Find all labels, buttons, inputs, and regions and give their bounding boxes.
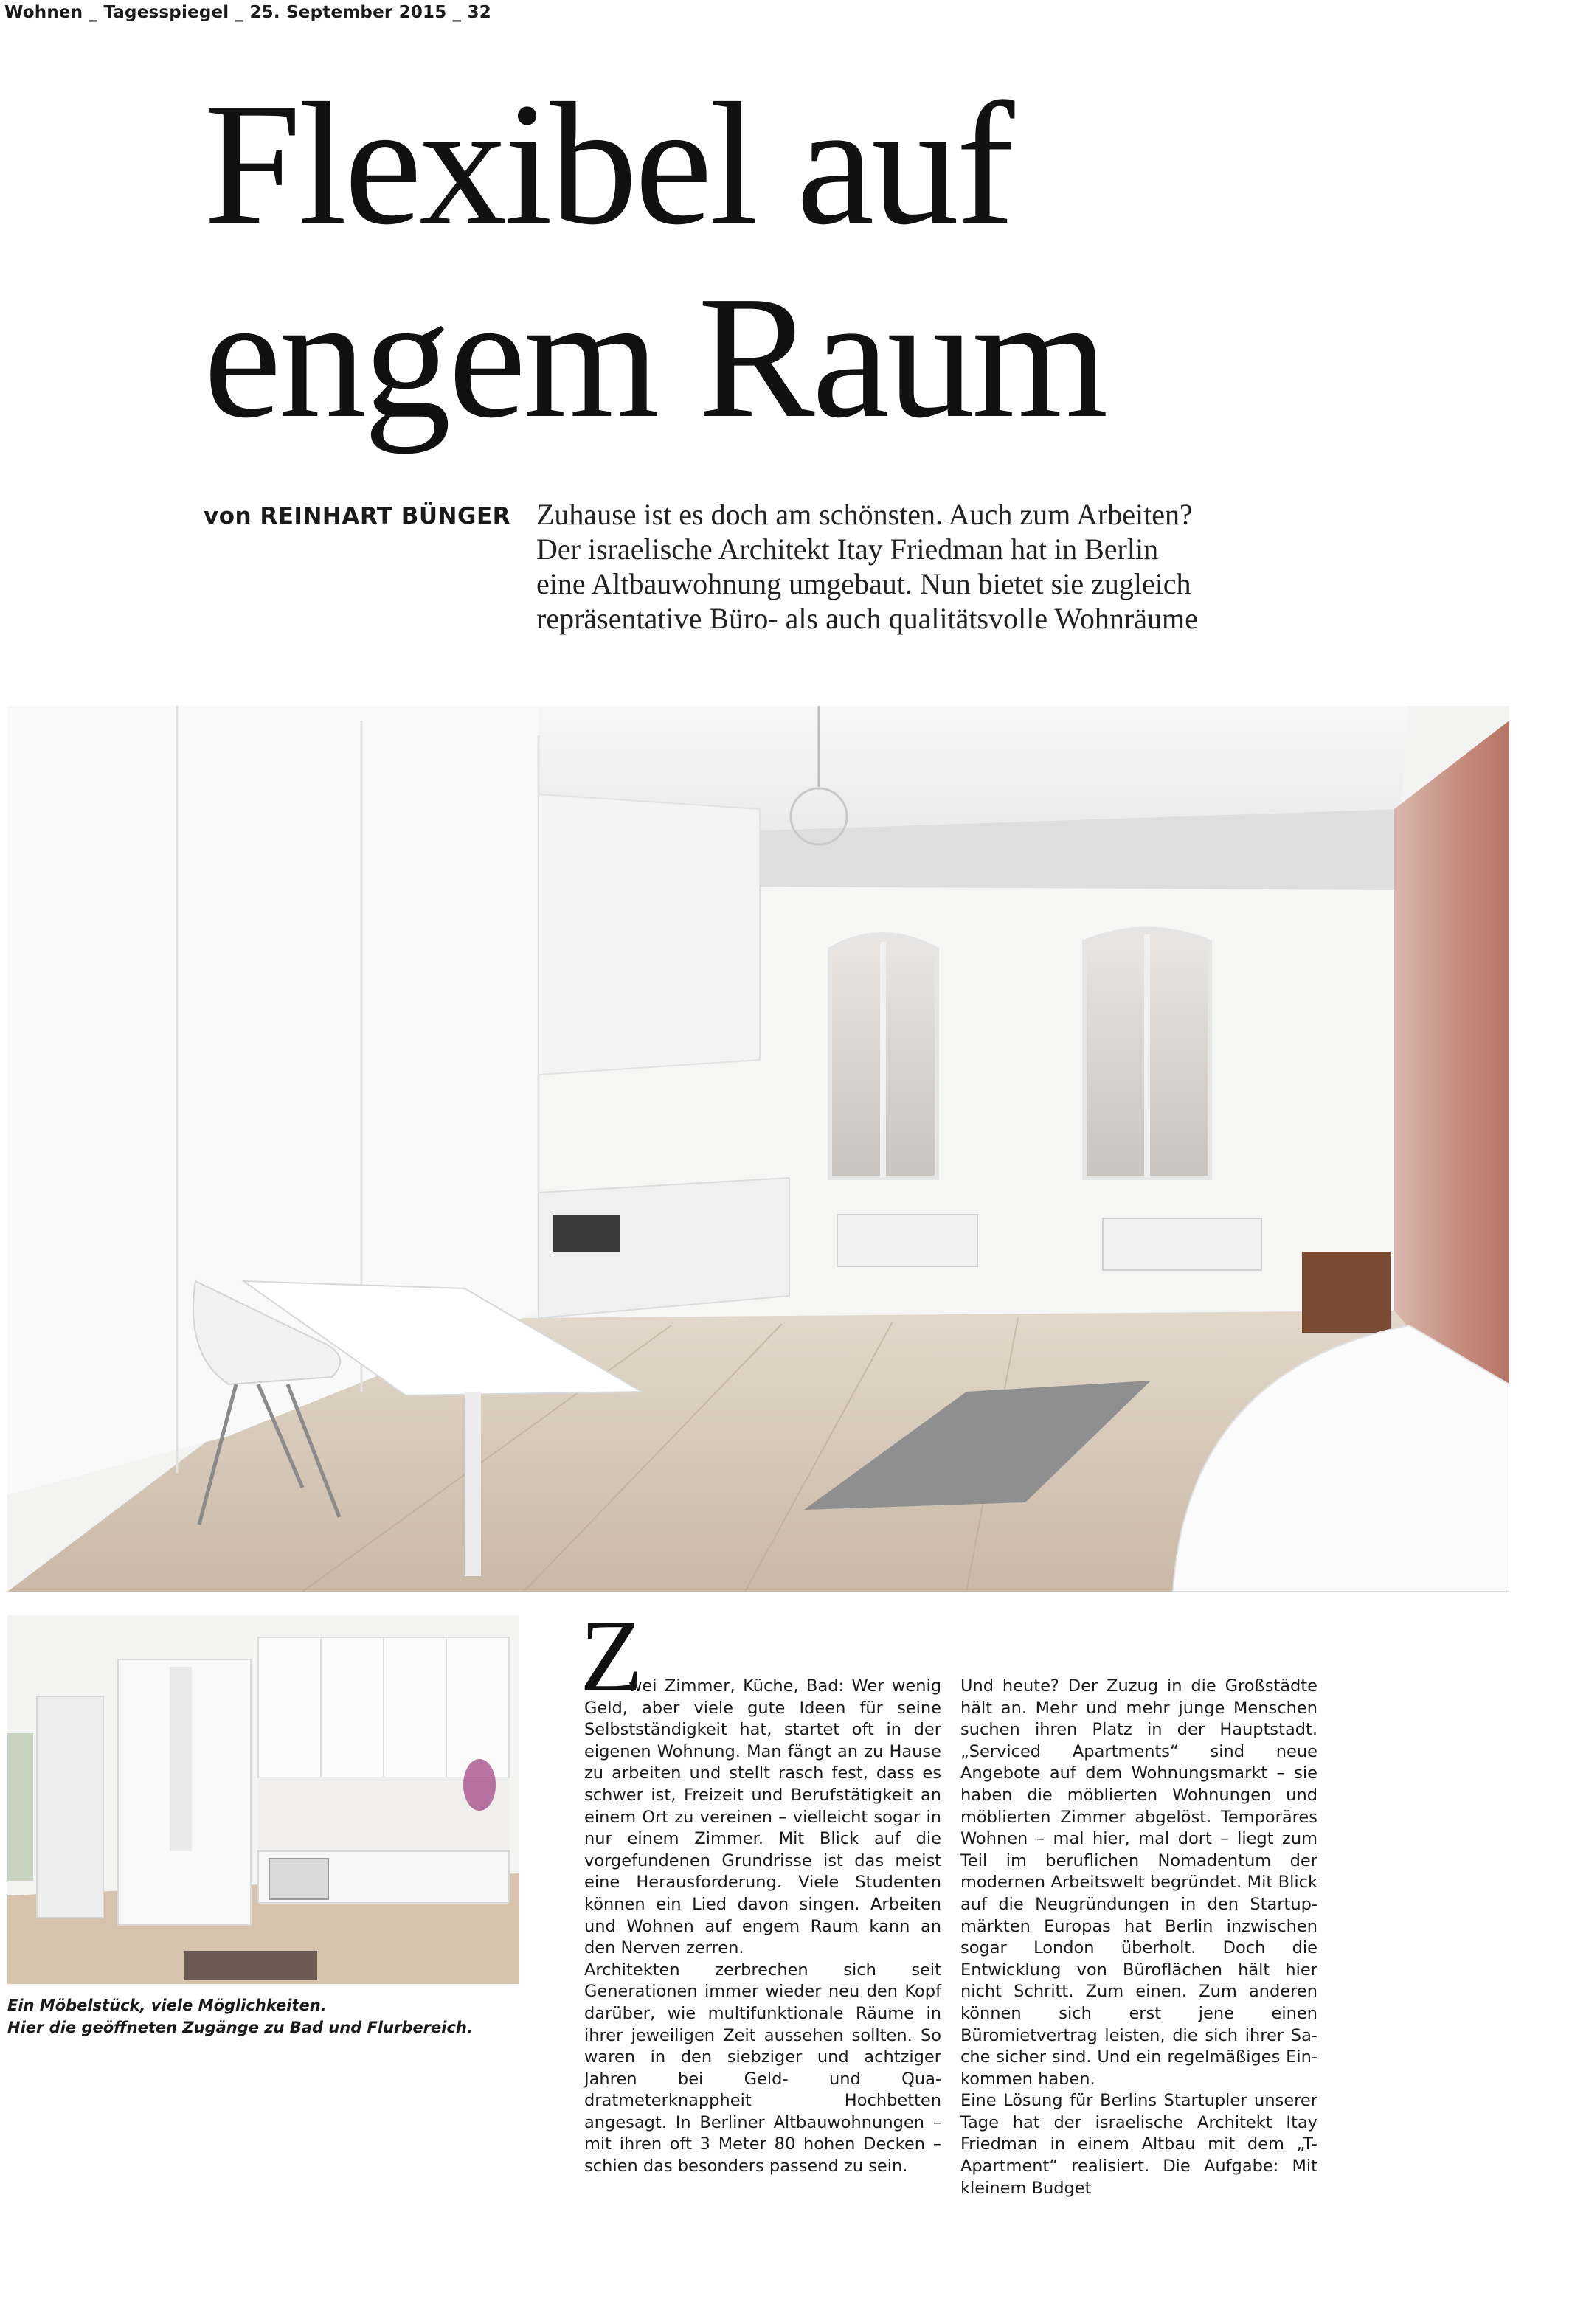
thumb-photo-kitchen <box>7 1615 519 1984</box>
byline <box>204 503 510 530</box>
article-column-2 <box>960 1676 1317 2199</box>
headline-line-2: engem Raum <box>204 260 1106 454</box>
paragraph-4: Eine Lösung für Berlins Startupler unserer Tage hat der israelische Architekt Itay Friedman in einem Altbau mit dem „T-Apartment“ realisiert. Die Aufgabe: Mit kleinem Budget <box>960 2091 1317 2198</box>
lead-line-1: Zuhause ist es doch am schönsten. Auch zum Arbeiten? <box>536 498 1193 531</box>
caption-line-1: Ein Möbelstück, viele Möglichkeiten. <box>7 1997 327 2014</box>
lead-line-4: repräsentative Büro- als auch qualitätsvolle Wohnräume <box>536 602 1198 635</box>
lead-line-3: eine Altbauwohnung umgebaut. Nun bietet sie zugleich <box>536 567 1191 600</box>
photo-caption <box>7 1994 524 2039</box>
article-column-1 <box>584 1676 941 2178</box>
paragraph-2: Architekten zerbrechen sich seit Generationen immer wieder neu den Kopf darüber, wie multifunktionale Räume in ihrer jeweiligen Zeit aussehen sollten. So waren in den siebziger und achtziger Jahren bei Geld- und Quadratmeterknappheit Hochbetten angesagt. In Berliner Altbauwohnungen – mit ihren oft 3 Meter 80 hohen Decken – schien das besonders passend zu sein. <box>584 1960 941 2176</box>
caption-line-2: Hier die geöffneten Zugänge zu Bad und Flurbereich. <box>7 2019 473 2036</box>
paragraph-1: wei Zimmer, Küche, Bad: Wer wenig Geld, aber viele gute Ideen für seine Selbstständigkeit hat, startet oft in der eigenen Wohnung. Man fängt an zu Hause zu arbeiten und stellt rasch fest, dass es schwer ist, Freizeit und Berufstätigkeit an einem Ort zu vereinen – vielleicht sogar in nur einem Zimmer. Mit Blick auf die vorgefundenen Grundrisse ist das meist eine Herausforderung. Viele Studenten können ein Lied davon singen. Arbeiten und Wohnen auf engem Raum kann an den Nerven zerren. <box>584 1676 941 1958</box>
headline <box>204 68 1458 454</box>
byline-prefix: von <box>204 503 252 530</box>
folio-line: Wohnen _ Tagesspiegel _ 25. September 2015 _ 32 <box>4 3 491 22</box>
lead-line-2: Der israelische Architekt Itay Friedman hat in Berlin <box>536 533 1159 566</box>
drop-cap: Z <box>580 1599 643 1713</box>
lead-paragraph <box>536 497 1274 636</box>
paragraph-3: Und heute? Der Zuzug in die Großstädte hält an. Mehr und mehr junge Menschen suchen ihren Platz in der Hauptstadt. „Serviced Apartments“ sind neue Angebote auf dem Wohnungsmarkt – sie haben die möblierten Wohnungen und möblierten Zimmer abgelöst. Temporäres Wohnen – mal hier, mal dort – liegt zum Teil im beruflichen Nomadentum der modernen Arbeitswelt begründet. Mit Blick auf die Neugründungen in den Startupmärkten Europas hat Berlin inzwischen sogar London überholt. Doch die Entwicklung von Büroflächen hält hier nicht Schritt. Zum einen. Zum anderen können sich erst jene einen Büromietvertrag leisten, die sich ihrer Sache sicher sind. Und ein regelmäßiges Einkommen haben. <box>960 1676 1317 2089</box>
byline-author: REINHART BÜNGER <box>260 503 510 530</box>
main-photo-apartment-interior <box>7 706 1509 1592</box>
headline-line-1: Flexibel auf <box>204 67 1012 261</box>
